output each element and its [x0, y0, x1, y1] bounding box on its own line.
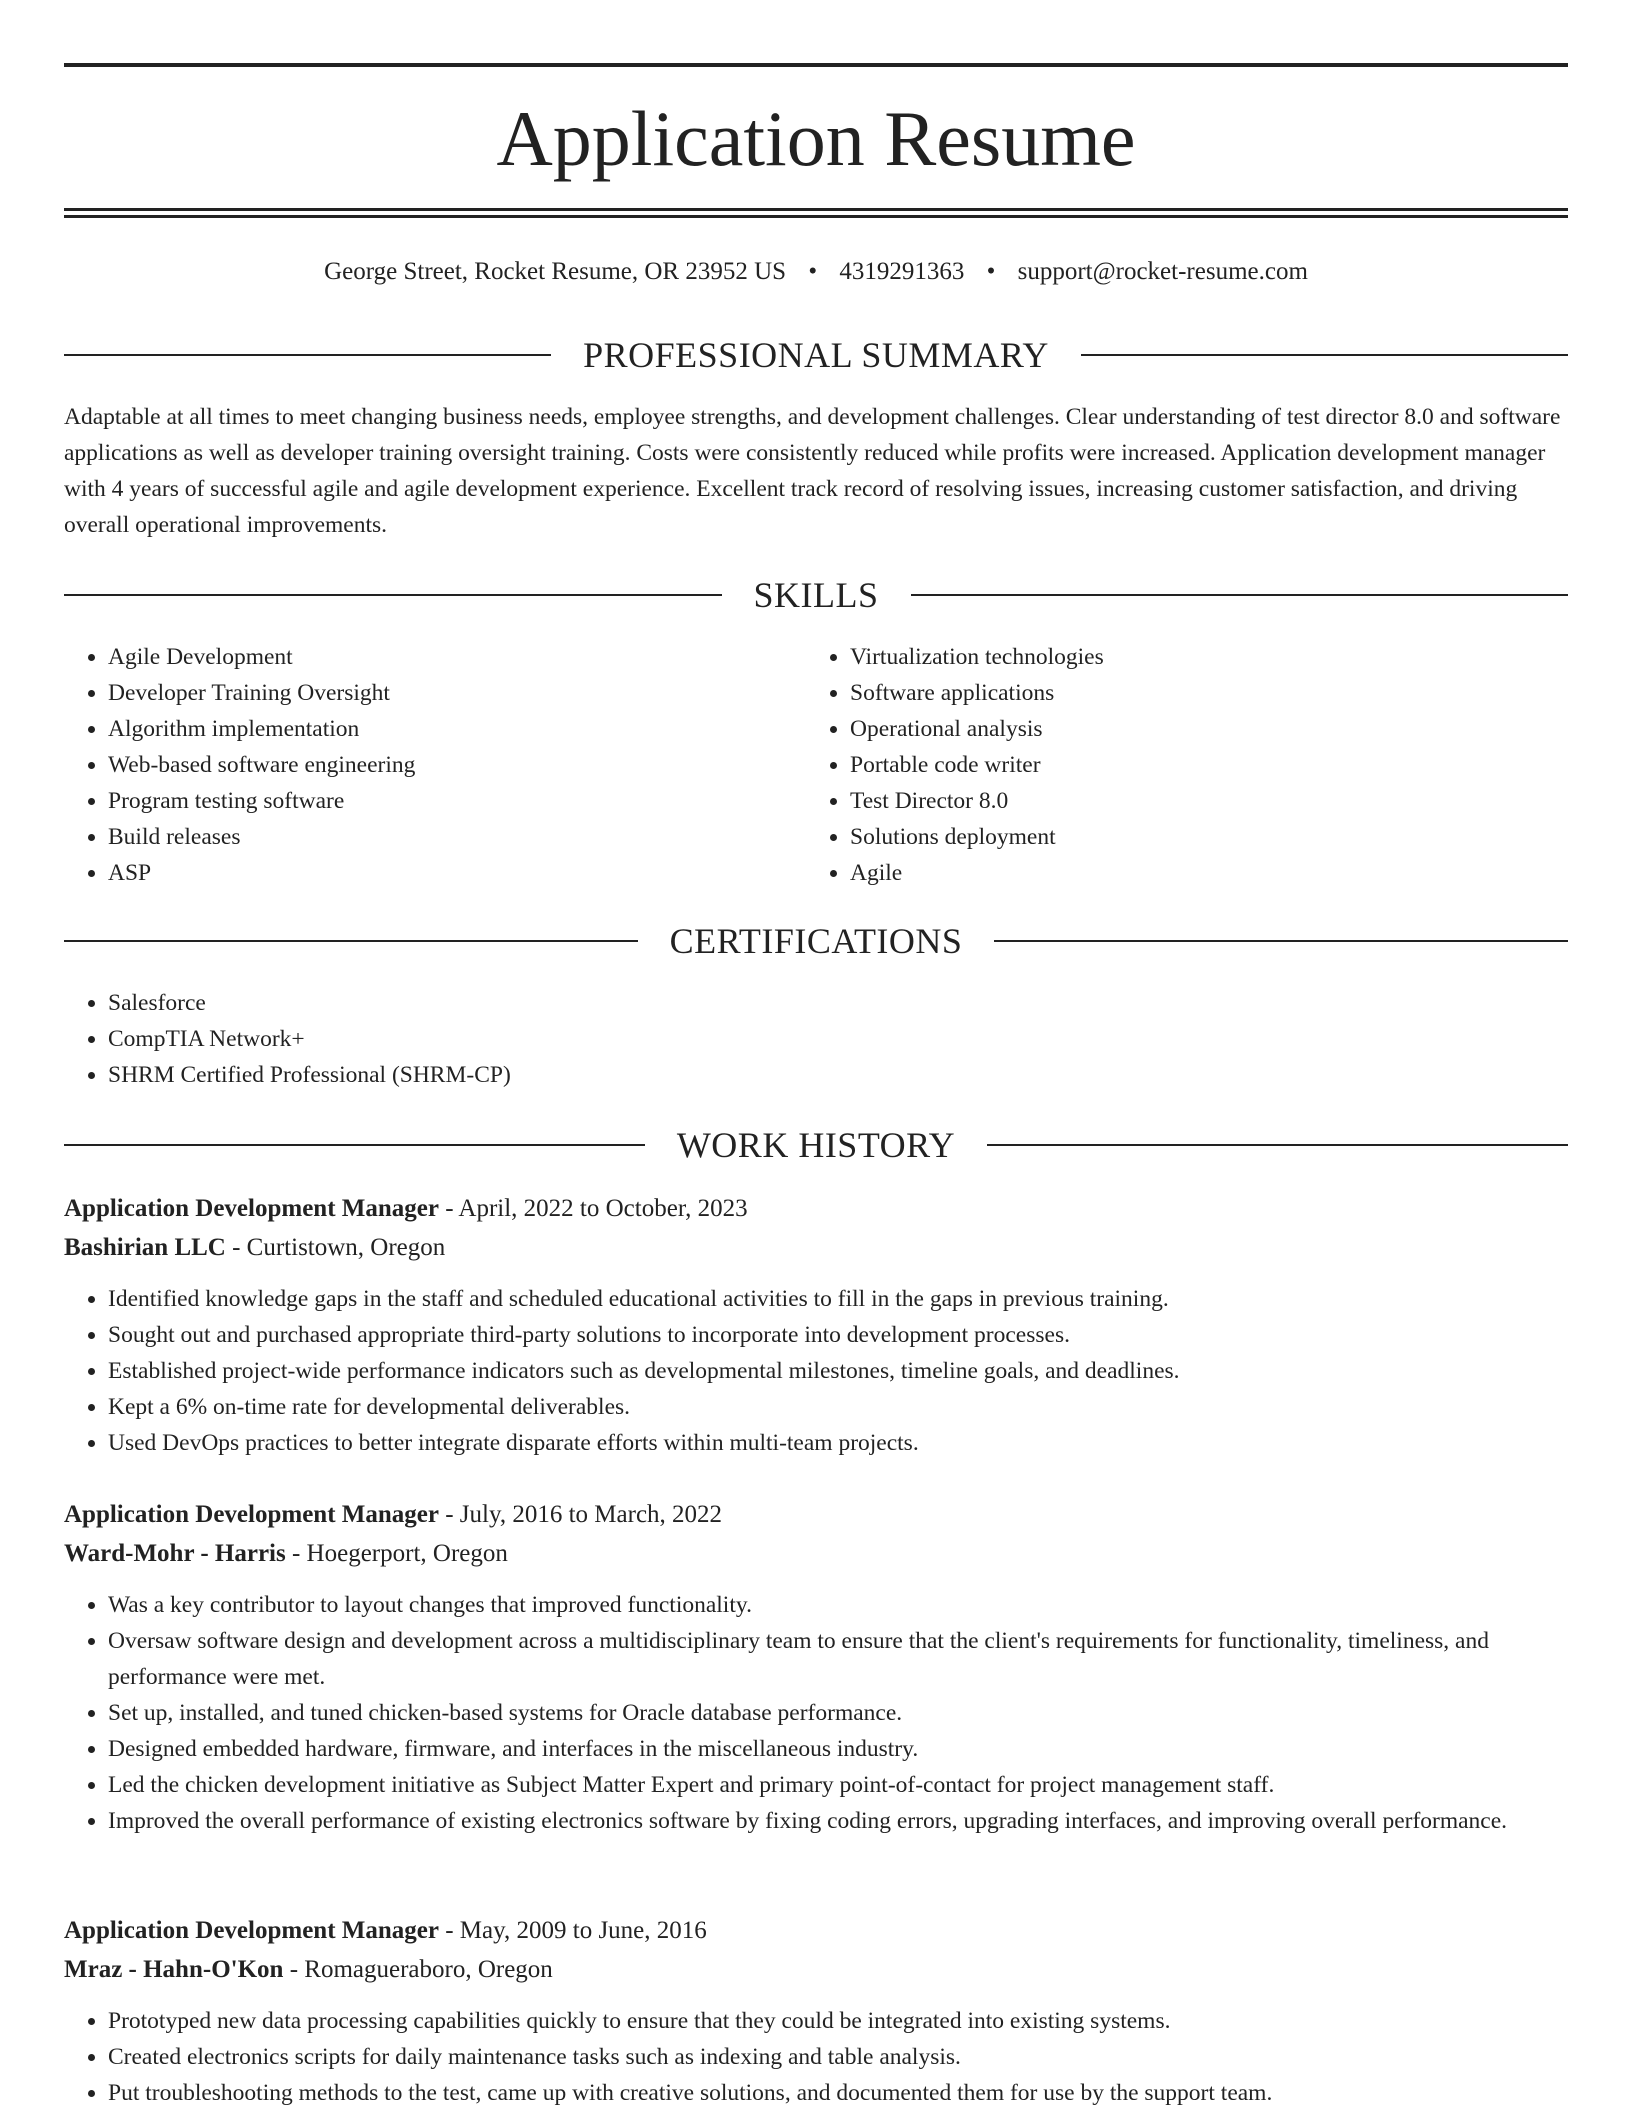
skills-list [64, 639, 764, 891]
job-title-line [64, 1189, 1568, 1228]
job-company: Bashirian LLC [64, 1234, 226, 1261]
heading-rule [64, 594, 722, 596]
job-dates: - July, 2016 to March, 2022 [438, 1501, 723, 1528]
job-bullets [64, 1281, 1568, 1461]
job-bullet: • Created electronics scripts for daily maintenance tasks such as indexing and table analysis. [108, 2039, 1568, 2075]
job-company: Ward-Mohr - Harris [64, 1540, 286, 1567]
contact-phone: 4319291363 [839, 258, 965, 285]
job-bullet: • Kept a 6% on-time rate for developmental deliverables. [108, 1389, 1568, 1425]
contact-separator: • [986, 258, 996, 285]
skill-item: • Test Director 8.0 [850, 783, 1506, 819]
job-location: - Hoegerport, Oregon [285, 1540, 508, 1567]
skills-column-right [806, 639, 1506, 891]
job-bullets [64, 2003, 1568, 2111]
contact-separator: • [808, 258, 818, 285]
skill-item: • Developer Training Oversight [108, 675, 764, 711]
contact-address: George Street, Rocket Resume, OR 23952 US [324, 258, 787, 285]
skill-item: • Agile [850, 855, 1506, 891]
skill-item: • Virtualization technologies [850, 639, 1506, 675]
job-title-line [64, 1495, 1568, 1534]
section-heading-work-history [64, 1122, 1568, 1168]
certifications-list [64, 985, 1568, 1093]
job-bullet: • Designed embedded hardware, firmware, and interfaces in the miscellaneous industry. [108, 1731, 1568, 1767]
job-company: Mraz - Hahn-O'Kon [64, 1956, 284, 1983]
job-company-line [64, 1534, 1568, 1573]
job-bullet: • Used DevOps practices to better integrate disparate efforts within multi-team projects. [108, 1425, 1568, 1461]
heading-rule [64, 354, 551, 356]
certification-item: • Salesforce [108, 985, 1568, 1021]
section-title: CERTIFICATIONS [669, 921, 963, 961]
skills-list [806, 639, 1506, 891]
title-double-divider [64, 208, 1568, 218]
job-title: Application Development Manager [64, 1501, 439, 1528]
job-location: - Romagueraboro, Oregon [283, 1956, 553, 1983]
job-bullets [64, 1587, 1568, 1839]
certification-item: • SHRM Certified Professional (SHRM-CP) [108, 1057, 1568, 1093]
resume-title: Application Resume [496, 95, 1136, 182]
job-bullet: • Set up, installed, and tuned chicken-based systems for Oracle database performance. [108, 1695, 1568, 1731]
heading-rule [64, 940, 638, 942]
contact-line [64, 254, 1568, 290]
skill-item: • Web-based software engineering [108, 747, 764, 783]
section-heading-summary [64, 332, 1568, 378]
section-title: WORK HISTORY [676, 1125, 956, 1165]
job-title-line [64, 1911, 1568, 1950]
heading-rule [994, 940, 1568, 942]
work-entry [64, 1189, 1568, 1461]
skill-item: • Solutions deployment [850, 819, 1506, 855]
job-bullet: • Was a key contributor to layout changes that improved functionality. [108, 1587, 1568, 1623]
job-title: Application Development Manager [64, 1195, 439, 1222]
job-bullet: • Put troubleshooting methods to the test, came up with creative solutions, and documented them for use by the support team. [108, 2075, 1568, 2111]
skill-item: • Program testing software [108, 783, 764, 819]
job-bullet: • Prototyped new data processing capabilities quickly to ensure that they could be integrated into existing systems. [108, 2003, 1568, 2039]
section-heading-certifications [64, 918, 1568, 964]
skill-item: • Portable code writer [850, 747, 1506, 783]
section-title: PROFESSIONAL SUMMARY [583, 335, 1049, 375]
professional-summary-text: Adaptable at all times to meet changing business needs, employee strengths, and development challenges. Clear understanding of test director 8.0 and software applications as well as developer training oversight training. Costs were consistently reduced while profits were increased. Application development manager with 4 years of successful agile and agile development experience. Excellent track record of resolving issues, increasing customer satisfaction, and driving overall operational improvements. [64, 404, 1561, 538]
job-company-line [64, 1228, 1568, 1267]
job-title: Application Development Manager [64, 1917, 439, 1944]
certifications-block [64, 985, 1568, 1093]
section-heading-skills [64, 572, 1568, 618]
job-bullet: • Oversaw software design and development across a multidisciplinary team to ensure that the client's requirements for functionality, timeliness, and performance were met. [108, 1623, 1568, 1695]
heading-rule [64, 1144, 645, 1146]
skill-item: • ASP [108, 855, 764, 891]
contact-email: support@rocket-resume.com [1017, 258, 1308, 285]
top-divider [64, 63, 1568, 67]
skill-item: • Software applications [850, 675, 1506, 711]
job-bullet: • Led the chicken development initiative as Subject Matter Expert and primary point-of-contact for project management staff. [108, 1767, 1568, 1803]
skills-column-left [64, 639, 764, 891]
job-location: - Curtistown, Oregon [225, 1234, 446, 1261]
skill-item: • Build releases [108, 819, 764, 855]
section-title: SKILLS [753, 575, 879, 615]
job-bullet: • Improved the overall performance of existing electronics software by fixing coding errors, upgrading interfaces, and improving overall performance. [108, 1803, 1568, 1839]
job-bullet: • Sought out and purchased appropriate third-party solutions to incorporate into development processes. [108, 1317, 1568, 1353]
certification-item: • CompTIA Network+ [108, 1021, 1568, 1057]
job-dates: - April, 2022 to October, 2023 [438, 1195, 748, 1222]
work-entry [64, 1495, 1568, 1839]
skill-item: • Algorithm implementation [108, 711, 764, 747]
job-bullet: • Established project-wide performance indicators such as developmental milestones, timeline goals, and deadlines. [108, 1353, 1568, 1389]
job-company-line [64, 1950, 1568, 1989]
work-entry [64, 1911, 1568, 2111]
job-dates: - May, 2009 to June, 2016 [438, 1917, 707, 1944]
job-bullet: • Identified knowledge gaps in the staff and scheduled educational activities to fill in the gaps in previous training. [108, 1281, 1568, 1317]
skill-item: • Operational analysis [850, 711, 1506, 747]
skill-item: • Agile Development [108, 639, 764, 675]
heading-rule [987, 1144, 1568, 1146]
heading-rule [1081, 354, 1568, 356]
heading-rule [911, 594, 1569, 596]
